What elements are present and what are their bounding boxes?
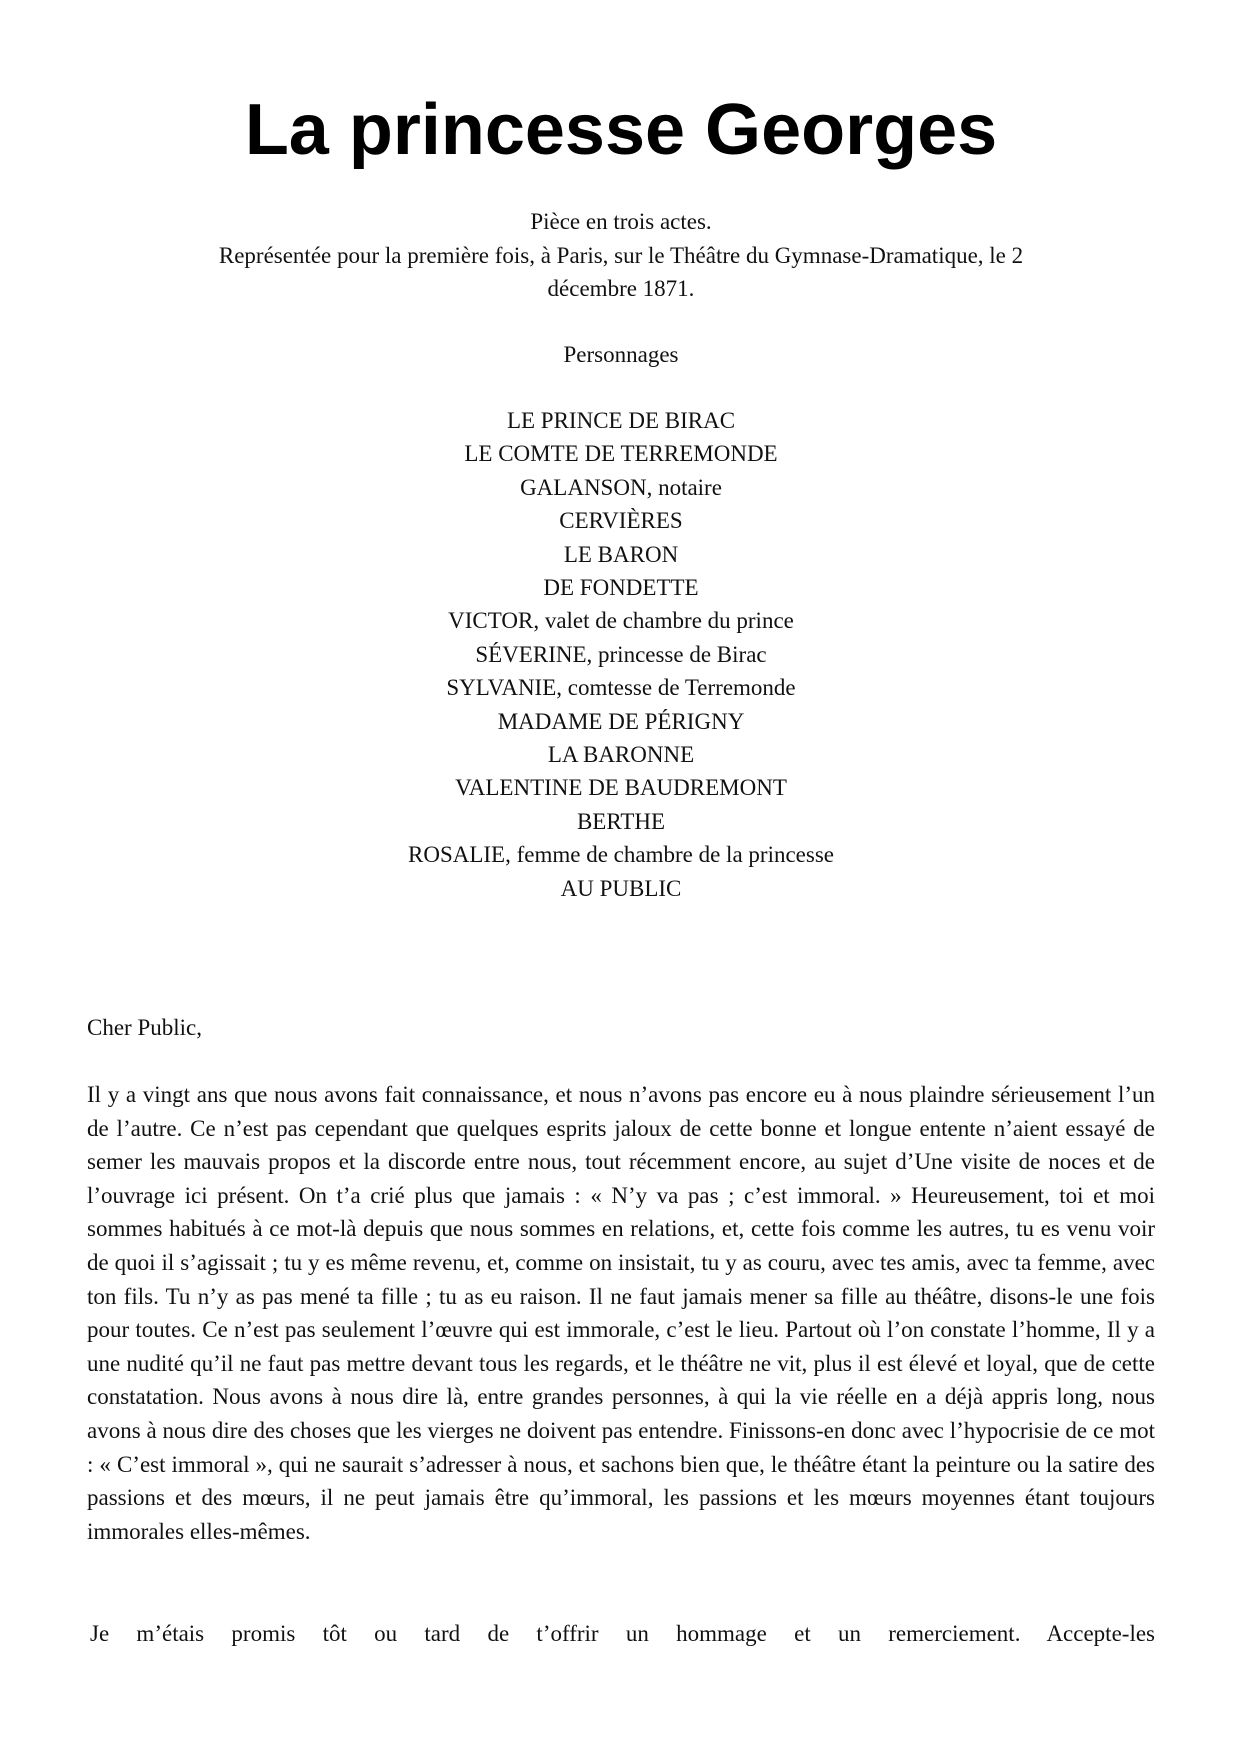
character-item: SYLVANIE, comtesse de Terremonde xyxy=(446,675,796,701)
character-item: GALANSON, notaire xyxy=(520,474,722,500)
intro-line: décembre 1871. xyxy=(547,276,695,301)
character-item: VALENTINE DE BAUDREMONT xyxy=(455,775,787,801)
character-item: VICTOR, valet de chambre du prince xyxy=(448,608,794,634)
character-item: ROSALIE, femme de chambre de la princesse xyxy=(408,842,834,868)
character-item: MADAME DE PÉRIGNY xyxy=(497,708,745,734)
play-intro xyxy=(130,205,1112,306)
character-item: LE BARON xyxy=(563,541,679,567)
character-item: LE COMTE DE TERREMONDE xyxy=(464,441,778,467)
paragraph-continuation: Je m’étais promis tôt ou tard de t’offrir un hommage et un remerciement. Accepte-les xyxy=(90,1621,1155,1646)
character-item: DE FONDETTE xyxy=(543,575,699,601)
intro-line: Représentée pour la première fois, à Paris, sur le Théâtre du Gymnase-Dramatique, le 2 xyxy=(218,242,1024,268)
character-item: SÉVERINE, princesse de Birac xyxy=(475,641,767,667)
character-item: BERTHE xyxy=(576,808,666,834)
paragraph: Il y a vingt ans que nous avons fait connaissance, et nous n’avons pas encore eu à nous plaindre sérieusement l’un de l’autre. Ce n’est pas cependant que quelques esprits jaloux de cette bonne et longue entente n’aient essayé de semer les mauvais propos et la discorde entre nous, tout récemment encore, au sujet d’Une visite de noces et de l’ouvrage ici présent. On t’a crié plus que jamais : « N’y va pas ; c’est immoral. » Heureusement, toi et moi sommes habitués à ce mot-là depuis que nous sommes en relations, et, cette fois comme les autres, tu es venu voir de quoi il s’agissait ; tu y es même revenu, et, comme on insistait, tu y as couru, avec tes amis, avec ta femme, avec ton fils. Tu n’y as pas mené ta fille ; tu as eu raison. Il ne faut jamais mener sa fille au théâtre, disons-le une fois pour toutes. Ce n’est pas seulement l’œuvre qui est immorale, c’est le lieu. Partout où l’on constate l’homme, Il y a une nudité qu’il ne faut pas mettre devant tous les regards, et le théâtre ne vit, plus il est élevé et loyal, que de cette constatation. Nous avons à nous dire là, entre grandes personnes, à qui la vie réelle en a déjà appris long, nous avons à nous dire des choses que les vierges ne doivent pas entendre. Finissons-en donc avec l’hypocrisie de ce mot : « C’est immoral », qui ne saurait s’adresser à nous, et sachons bien que, le théâtre étant la peinture ou la satire des passions et des mœurs, il ne peut jamais être qu’immoral, les passions et les mœurs moyennes étant toujours immorales elles-mêmes. xyxy=(87,1082,1155,1544)
salutation: Cher Public, xyxy=(87,1015,202,1040)
intro-line: Pièce en trois actes. xyxy=(530,209,712,234)
character-item: AU PUBLIC xyxy=(560,875,682,901)
character-item: LA BARONNE xyxy=(547,742,695,768)
characters-heading: Personnages xyxy=(563,342,679,367)
characters-list xyxy=(0,404,1242,905)
document-title: La princesse Georges xyxy=(244,90,998,170)
character-item: CERVIÈRES xyxy=(559,508,683,534)
character-item: LE PRINCE DE BIRAC xyxy=(506,408,736,433)
letter-body xyxy=(87,1078,1155,1548)
